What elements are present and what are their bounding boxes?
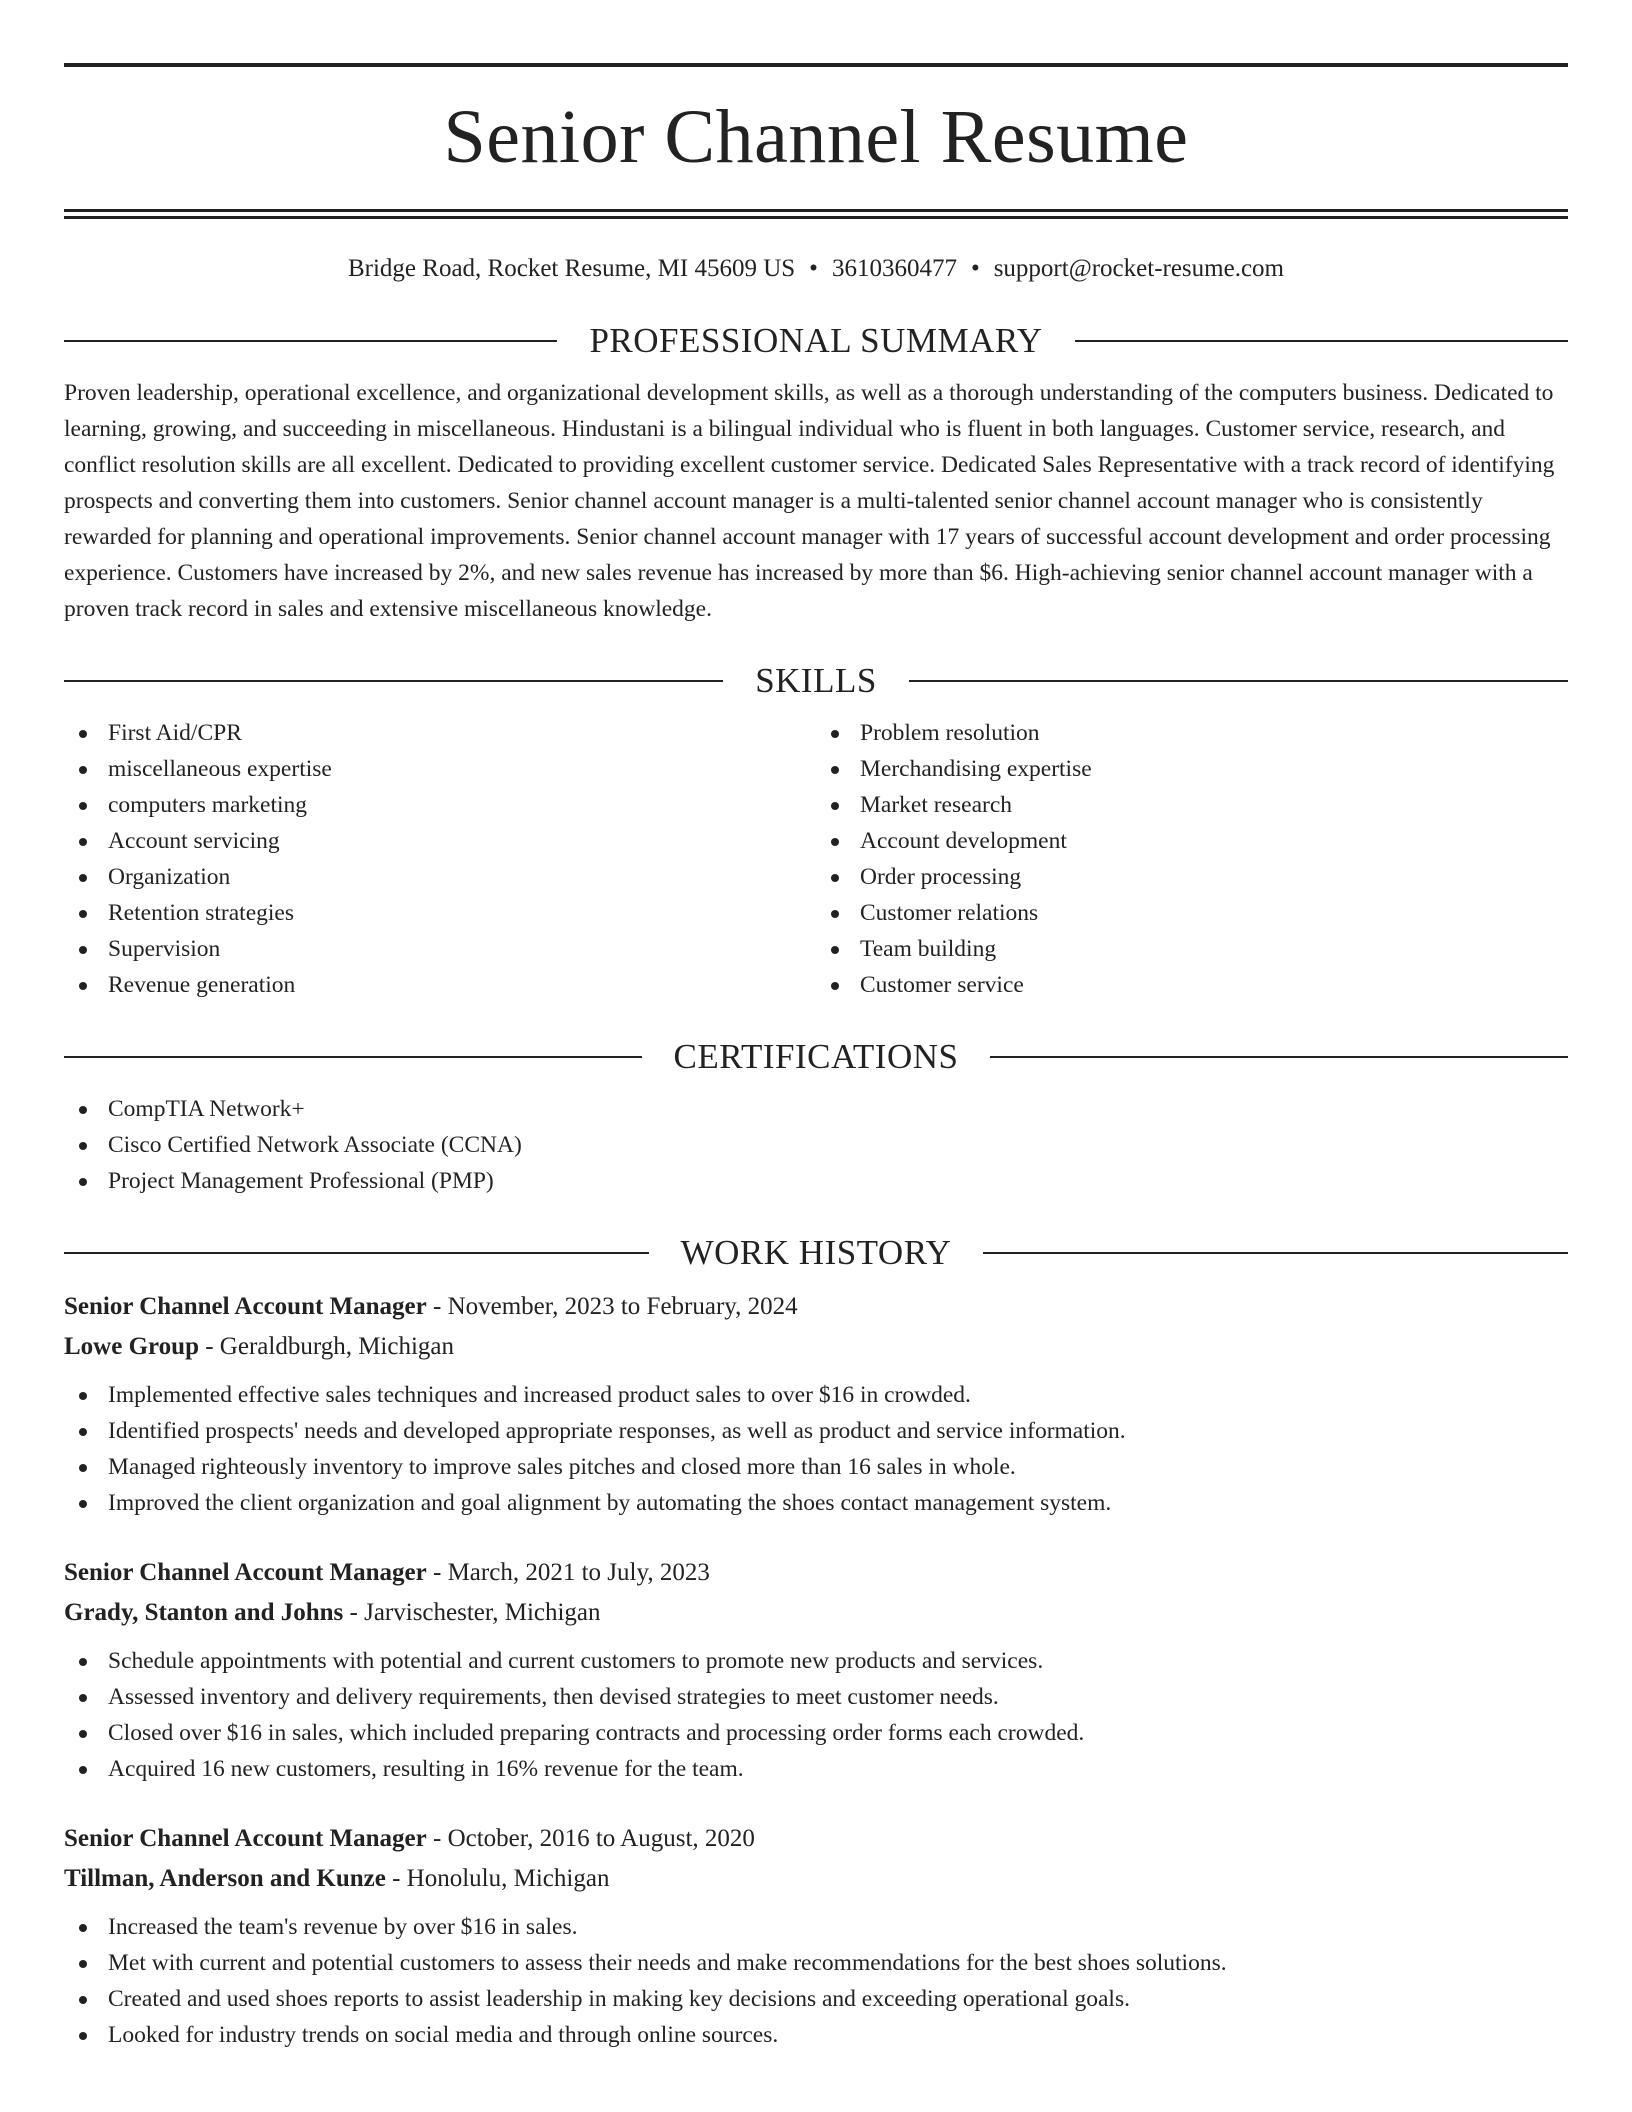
job-bullets	[64, 1643, 1568, 1787]
skill-item: Customer relations	[816, 895, 1568, 931]
job-location: - Jarvischester, Michigan	[343, 1599, 601, 1626]
skills-list-left	[64, 715, 816, 1003]
divider-line	[990, 1056, 1568, 1058]
divider-line	[64, 340, 557, 342]
contact-phone: 3610360477	[831, 255, 957, 282]
top-rule	[64, 63, 1568, 67]
divider-line	[64, 1252, 649, 1254]
certifications-list	[64, 1091, 1568, 1199]
skill-item: Team building	[816, 931, 1568, 967]
job-bullet: Implemented effective sales techniques and increased product sales to over $16 in crowded.	[64, 1377, 1568, 1413]
job-title-line	[64, 1553, 1568, 1593]
skill-item: Supervision	[64, 931, 816, 967]
job-location: - Honolulu, Michigan	[385, 1865, 610, 1892]
work-heading-row	[64, 1233, 1568, 1273]
certifications-heading-row	[64, 1037, 1568, 1077]
job-bullet: Identified prospects' needs and developed appropriate responses, as well as product and service information.	[64, 1413, 1568, 1449]
certification-item: Cisco Certified Network Associate (CCNA)	[64, 1127, 1568, 1163]
summary-heading-row	[64, 321, 1568, 361]
contact-address: Bridge Road, Rocket Resume, MI 45609 US	[347, 255, 796, 282]
skills-columns	[64, 715, 1568, 1003]
job-dates: - March, 2021 to July, 2023	[426, 1559, 710, 1586]
job-entry	[64, 1553, 1568, 1787]
job-bullet: Assessed inventory and delivery requirements, then devised strategies to meet customer needs.	[64, 1679, 1568, 1715]
skill-item: Merchandising expertise	[816, 751, 1568, 787]
divider-line	[983, 1252, 1568, 1254]
skill-item: Order processing	[816, 859, 1568, 895]
job-bullet: Created and used shoes reports to assist leadership in making key decisions and exceeding operational goals.	[64, 1981, 1568, 2017]
job-bullet: Looked for industry trends on social media and through online sources.	[64, 2017, 1568, 2053]
job-bullet: Closed over $16 in sales, which included preparing contracts and processing order forms each crowded.	[64, 1715, 1568, 1751]
job-title: Senior Channel Account Manager	[64, 1559, 427, 1586]
contact-email: support@rocket-resume.com	[993, 255, 1284, 282]
job-entry	[64, 1287, 1568, 1521]
skill-item: Account development	[816, 823, 1568, 859]
skill-item: Revenue generation	[64, 967, 816, 1003]
work-heading: WORK HISTORY	[680, 1233, 952, 1272]
job-company: Tillman, Anderson and Kunze	[64, 1865, 386, 1892]
divider-line	[1075, 340, 1568, 342]
job-title: Senior Channel Account Manager	[64, 1825, 427, 1852]
job-company-line	[64, 1593, 1568, 1633]
skill-item: Problem resolution	[816, 715, 1568, 751]
job-title: Senior Channel Account Manager	[64, 1293, 427, 1320]
job-bullet: Acquired 16 new customers, resulting in 16% revenue for the team.	[64, 1751, 1568, 1787]
skill-item: Account servicing	[64, 823, 816, 859]
summary-heading: PROFESSIONAL SUMMARY	[589, 321, 1043, 360]
summary-text: Proven leadership, operational excellence, and organizational development skills, as well as a thorough understanding of the computers business. Dedicated to learning, growing, and succeeding in miscellaneous. Hindustani is a bilingual individual who is fluent in both languages. Customer service, research, and conflict resolution skills are all excellent. Dedicated to providing excellent customer service. Dedicated Sales Representative with a track record of identifying prospects and converting them into customers. Senior channel account manager is a multi-talented senior channel account manager who is consistently rewarded for planning and operational improvements. Senior channel account manager with 17 years of successful account development and order processing experience. Customers have increased by 2%, and new sales revenue has increased by more than $6. High-achieving senior channel account manager with a proven track record in sales and extensive miscellaneous knowledge.	[64, 380, 1555, 622]
skill-item: Market research	[816, 787, 1568, 823]
skill-item: Retention strategies	[64, 895, 816, 931]
skills-column-left	[64, 715, 816, 1003]
job-bullet: Improved the client organization and goal alignment by automating the shoes contact management system.	[64, 1485, 1568, 1521]
job-dates: - October, 2016 to August, 2020	[426, 1825, 755, 1852]
skill-item: Organization	[64, 859, 816, 895]
job-company-line	[64, 1327, 1568, 1367]
job-company: Lowe Group	[64, 1333, 199, 1360]
skill-item: miscellaneous expertise	[64, 751, 816, 787]
resume-title: Senior Channel Resume	[443, 95, 1189, 179]
skill-item: computers marketing	[64, 787, 816, 823]
job-bullet: Increased the team's revenue by over $16 in sales.	[64, 1909, 1568, 1945]
divider-line	[64, 1056, 642, 1058]
job-bullets	[64, 1909, 1568, 2053]
skills-heading-row	[64, 661, 1568, 701]
certification-item: CompTIA Network+	[64, 1091, 1568, 1127]
job-entry	[64, 1819, 1568, 2053]
job-title-line	[64, 1287, 1568, 1327]
job-title-line	[64, 1819, 1568, 1859]
title-double-rule	[64, 209, 1568, 219]
job-dates: - November, 2023 to February, 2024	[426, 1293, 798, 1320]
contact-separator: •	[809, 255, 818, 282]
skills-list-right	[816, 715, 1568, 1003]
job-location: - Geraldburgh, Michigan	[198, 1333, 455, 1360]
job-company: Grady, Stanton and Johns	[64, 1599, 344, 1626]
skills-heading: SKILLS	[755, 661, 877, 700]
contact-line	[64, 251, 1568, 287]
certifications-heading: CERTIFICATIONS	[673, 1037, 959, 1076]
skill-item: Customer service	[816, 967, 1568, 1003]
job-bullet: Managed righteously inventory to improve sales pitches and closed more than 16 sales in whole.	[64, 1449, 1568, 1485]
contact-separator: •	[970, 255, 980, 282]
job-bullet: Met with current and potential customers to assess their needs and make recommendations for the best shoes solutions.	[64, 1945, 1568, 1981]
job-bullets	[64, 1377, 1568, 1521]
certification-item: Project Management Professional (PMP)	[64, 1163, 1568, 1199]
job-company-line	[64, 1859, 1568, 1899]
job-bullet: Schedule appointments with potential and current customers to promote new products and services.	[64, 1643, 1568, 1679]
divider-line	[909, 680, 1568, 682]
skill-item: First Aid/CPR	[64, 715, 816, 751]
skills-column-right	[816, 715, 1568, 1003]
divider-line	[64, 680, 723, 682]
